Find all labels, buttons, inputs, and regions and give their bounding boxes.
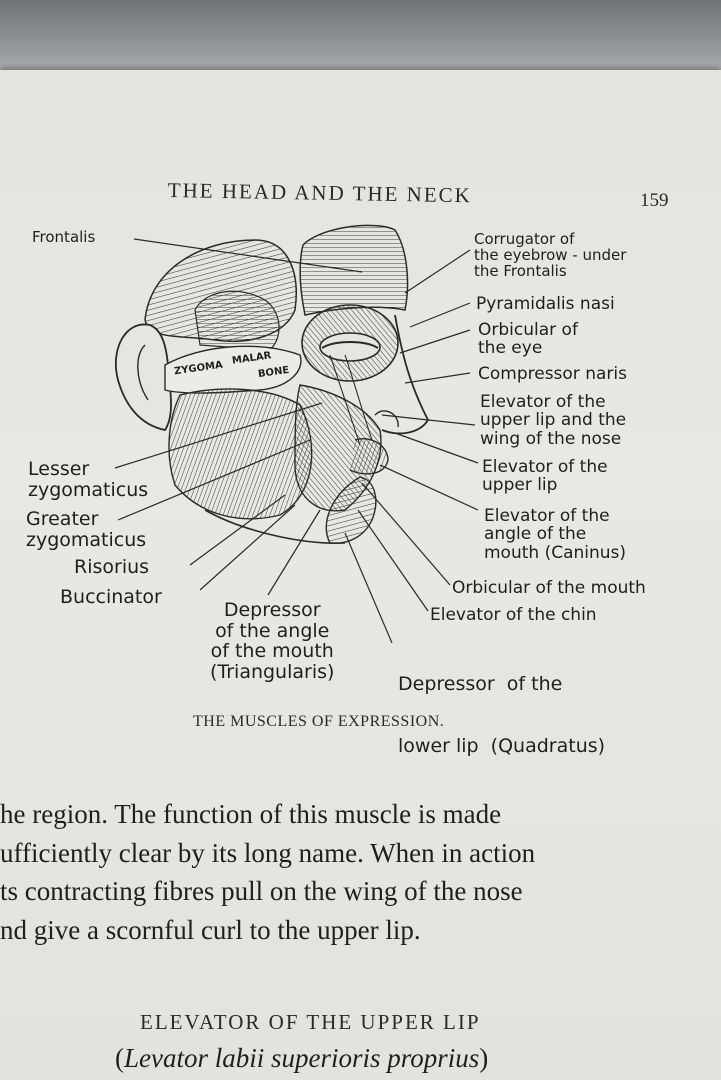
skull-temporal-region <box>145 240 296 350</box>
label-depressor-lower-lip: Depressor of the lower lip (Quadratus) <box>398 673 606 757</box>
label-greater-zygomaticus: Greater zygomaticus <box>26 508 147 551</box>
label-depressor-angle: Depressor of the angle of the mouth (Triangularis) <box>210 599 335 683</box>
section-heading: ELEVATOR OF THE UPPER LIP <box>140 1010 481 1034</box>
ear <box>116 324 171 430</box>
body-line: he region. The function of this muscle is made <box>0 799 502 829</box>
label-compressor: Compressor naris <box>478 364 627 384</box>
label-orbicular-eye: Orbicular of the eye <box>478 320 578 359</box>
figure-caption: THE MUSCLES OF EXPRESSION. <box>193 713 445 730</box>
label-zygoma: ZYGOMA <box>173 359 224 378</box>
label-elevator-chin: Elevator of the chin <box>430 605 597 625</box>
label-lesser-zygomaticus: Lesser zygomaticus <box>28 458 149 501</box>
label-frontalis: Frontalis <box>32 228 96 246</box>
label-malar: MALAR <box>231 350 273 367</box>
page-number: 159 <box>640 190 669 211</box>
background-shadow <box>0 0 721 80</box>
running-head: THE HEAD AND THE NECK <box>167 178 473 208</box>
section-subheading: (Levator labii superioris proprius) <box>115 1043 489 1073</box>
body-line: ufficiently clear by its long name. When in action <box>0 837 536 868</box>
body-line: ts contracting fibres pull on the wing of the nose <box>0 876 523 906</box>
label-corrugator: Corrugator of the eyebrow - under the Frontalis <box>474 230 627 281</box>
label-elevator-angle: Elevator of the angle of the mouth (Caninus) <box>484 506 627 563</box>
label-orbicular-mouth: Orbicular of the mouth <box>452 578 646 598</box>
label-buccinator: Buccinator <box>60 586 162 608</box>
body-line: nd give a scornful curl to the upper lip. <box>0 914 421 945</box>
label-bone: BONE <box>257 364 290 381</box>
label-pyramidalis: Pyramidalis nasi <box>476 294 615 314</box>
body-paragraph <box>0 795 721 949</box>
label-risorius: Risorius <box>74 556 150 578</box>
label-elevator-upper-lip: Elevator of the upper lip <box>482 457 608 496</box>
latin-name: Levator labii superioris proprius <box>124 1043 480 1073</box>
label-elevator-lip-wing: Elevator of the upper lip and the wing of the nose <box>480 392 627 449</box>
